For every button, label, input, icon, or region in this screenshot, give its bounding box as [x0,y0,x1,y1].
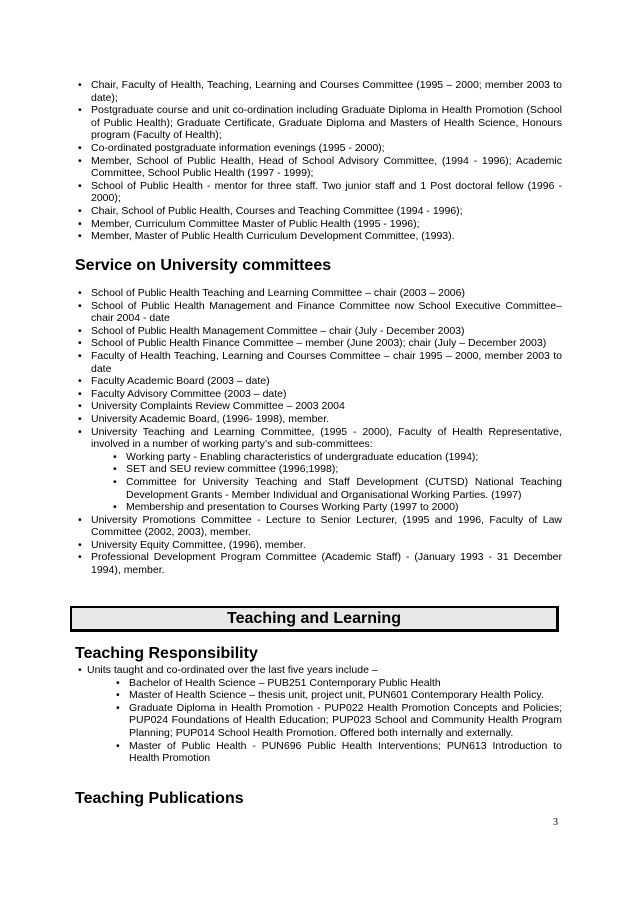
service-committees-list [74,287,562,577]
list-item: • Faculty Academic Board (2003 – date) [74,375,562,388]
list-item: • Member, School of Public Health, Head of School Advisory Committee, (1994 - 1996); Academic Committee, School Public Health (1997 - 1999); [74,155,562,180]
list-item: • Member, Master of Public Health Curriculum Development Committee, (1993). [74,230,562,243]
sub-list-item: • Working party - Enabling characteristics of undergraduate education (1994); [112,451,562,464]
teaching-list [74,664,562,765]
list-item: • School of Public Health Management Committee – chair (July - December 2003) [74,325,562,338]
list-item: • School of Public Health - mentor for three staff. Two junior staff and 1 Post doctoral fellow (1996 - 2000); [74,180,562,205]
sub-list-item: • Bachelor of Health Science – PUB251 Contemporary Public Health [115,677,562,690]
teaching-publications-heading: Teaching Publications [75,790,244,807]
list-item: • University Equity Committee, (1996), member. [74,539,562,552]
page-number: 3 [553,817,558,828]
teaching-responsibility-heading: Teaching Responsibility [75,645,258,662]
list-item: • Faculty Advisory Committee (2003 – date) [74,388,562,401]
list-item: • Faculty of Health Teaching, Learning and Courses Committee – chair 1995 – 2000, member 2003 to date [74,350,562,375]
sub-list [115,677,562,765]
list-item: • School of Public Health Finance Committee – member (June 2003); chair (July – December 2003) [74,337,562,350]
section-banner [70,606,559,632]
list-item [74,664,562,765]
sub-list-item: • Graduate Diploma in Health Promotion - PUP022 Health Promotion Concepts and Policies; PUP024 Foundations of Health Education; PUP023 School and Community Health Program Planning; PUP014 School Health Promotion. Offered both internally and externally. [115,702,562,740]
academic-committees-list [74,79,562,243]
list-item: • Member, Curriculum Committee Master of Public Health (1995 - 1996); [74,218,562,231]
list-item [74,426,562,514]
sub-list-item: • Master of Health Science – thesis unit, project unit, PUN601 Contemporary Health Policy. [115,689,562,702]
sub-list [112,451,562,514]
sub-list-item: • Membership and presentation to Courses Working Party (1997 to 2000) [112,501,562,514]
list-item: • School of Public Health Teaching and Learning Committee – chair (2003 – 2006) [74,287,562,300]
sub-list-item: • SET and SEU review committee (1996;1998); [112,463,562,476]
list-item: • Co-ordinated postgraduate information evenings (1995 - 2000); [74,142,562,155]
sub-list-item: • Committee for University Teaching and Staff Development (CUTSD) National Teaching Development Grants - Member Individual and Organisational Working Parties. (1997) [112,476,562,501]
list-item-text: Units taught and co-ordinated over the last five years include – [87,664,378,676]
list-item-text: University Teaching and Learning Committee, (1995 - 2000), Faculty of Health Representative, involved in a number of working party’s and sub-committees: [91,425,562,451]
list-item: • University Complaints Review Committee – 2003 2004 [74,400,562,413]
list-item: • Professional Development Program Committee (Academic Staff) - (January 1993 - 31 December 1994), member. [74,551,562,576]
list-item: • University Academic Board, (1996- 1998), member. [74,413,562,426]
list-item: • Chair, Faculty of Health, Teaching, Learning and Courses Committee (1995 – 2000; member 2003 to date); [74,79,562,104]
list-item: • University Promotions Committee - Lecture to Senior Lecturer, (1995 and 1996, Faculty of Law Committee (2002, 2003), member. [74,514,562,539]
sub-list-item: • Master of Public Health - PUN696 Public Health Interventions; PUN613 Introduction to Health Promotion [115,740,562,765]
list-item: • Chair, School of Public Health, Courses and Teaching Committee (1994 - 1996); [74,205,562,218]
service-heading: Service on University committees [75,257,332,274]
section-banner-title: Teaching and Learning [227,610,401,627]
list-item: • Postgraduate course and unit co-ordination including Graduate Diploma in Health Promotion (School of Public Health); Graduate Certificate, Graduate Diploma and Masters of Health Science, Honours program (Faculty of Health); [74,104,562,142]
list-item: • School of Public Health Management and Finance Committee now School Executive Committee– chair 2004 - date [74,300,562,325]
